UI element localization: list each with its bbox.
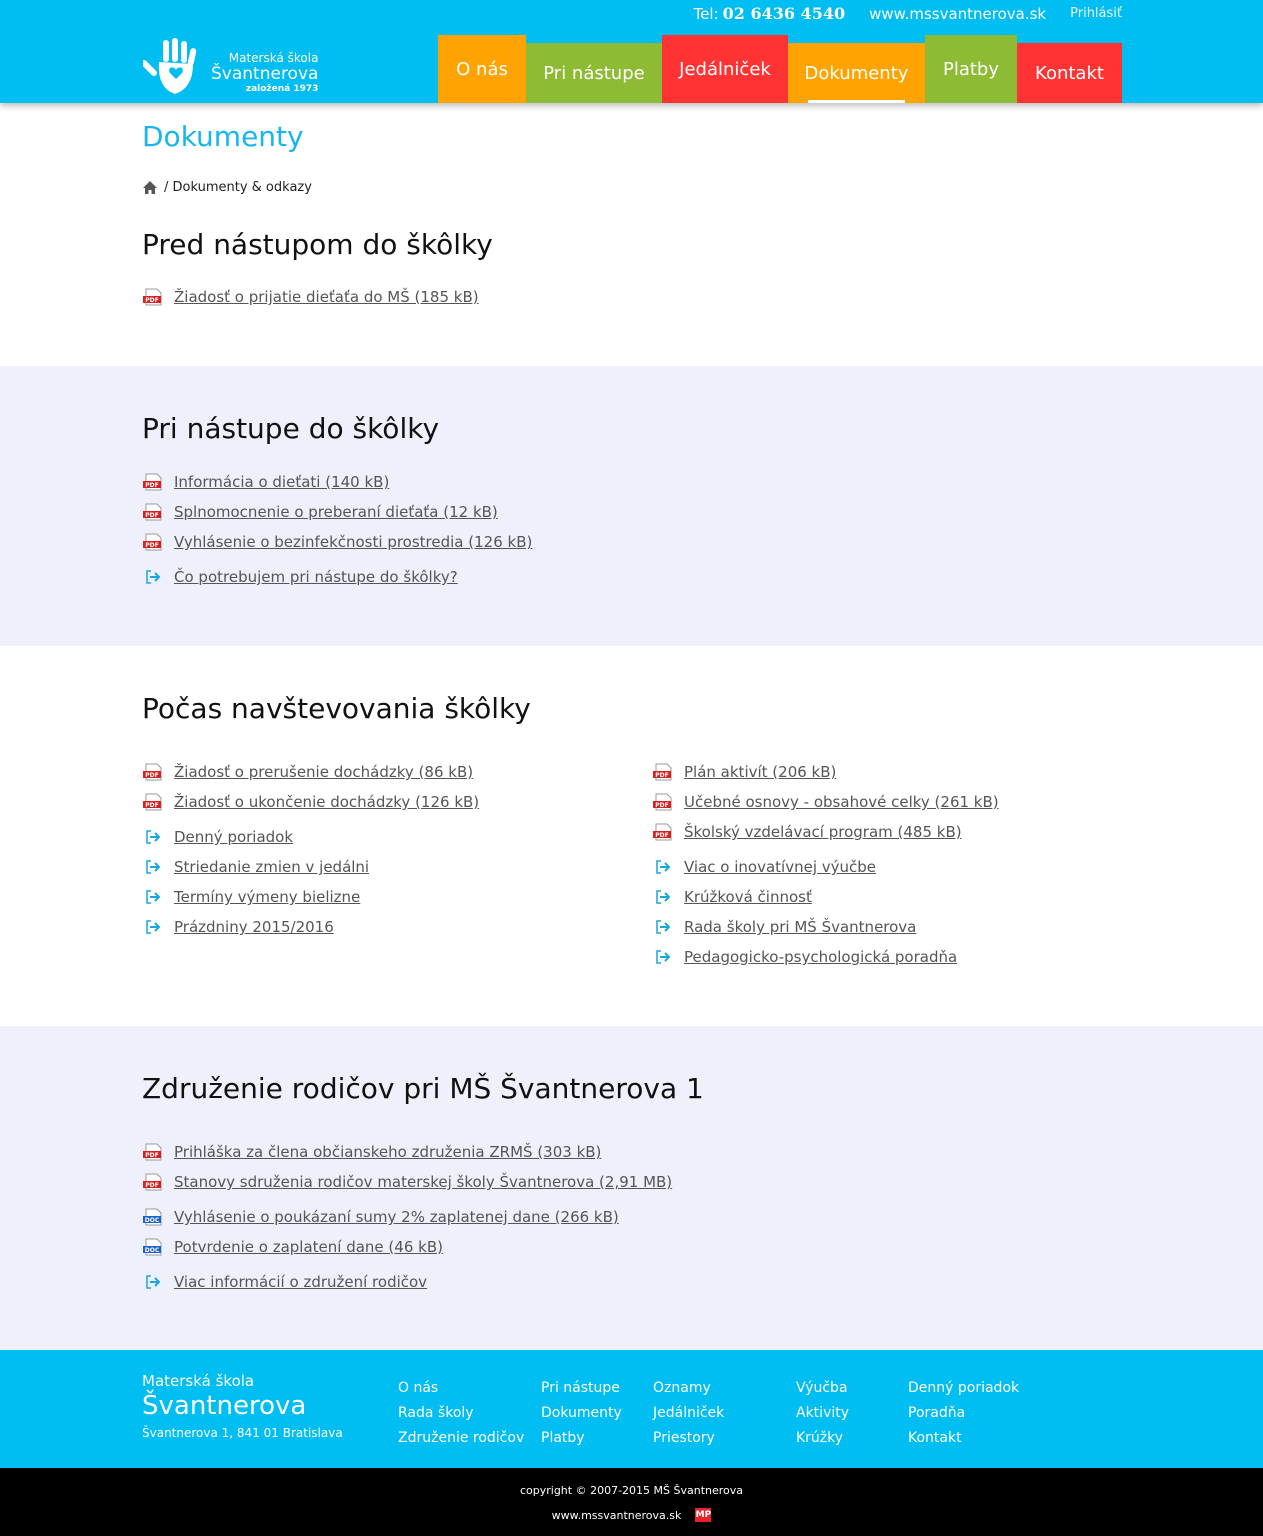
pdf-icon [652,823,674,841]
footer-address: Švantnerova 1, 841 01 Bratislava [142,1426,343,1440]
footer-column [398,1376,524,1451]
list-item [142,568,458,586]
list-item [142,828,293,846]
svg-text:PDF: PDF [655,772,669,779]
pdf-icon [652,763,674,781]
footer-link[interactable]: O nás [398,1380,439,1396]
nav-o-nas[interactable] [438,35,526,103]
footer-link[interactable]: Pri nástupe [541,1380,620,1396]
footer-link[interactable]: Poradňa [908,1405,966,1421]
page-link[interactable]: Denný poriadok [174,828,294,846]
arrow-link-icon [142,918,164,936]
document-link[interactable]: Prihláška za člena občianskeho združenia ZRMŠ (303 kB) [174,1143,602,1161]
footer-link[interactable]: Výučba [796,1380,848,1396]
logo-line-3: založená 1973 [245,84,319,94]
footer-brand [142,1374,343,1439]
list-item [142,533,532,551]
nav-label: Kontakt [1035,62,1104,84]
document-link[interactable]: Stanovy sdruženia rodičov materskej školy Švantnerova (2,91 MB) [174,1173,673,1191]
tel-label: Tel: [693,4,719,23]
home-icon[interactable] [142,180,158,195]
pdf-icon [142,473,164,491]
list-item [652,823,962,841]
nav-jedalnicek[interactable] [662,35,788,103]
section-during-attendance [0,646,1263,1026]
nav-label: Platby [942,58,1000,80]
page-link[interactable]: Viac informácií o združení rodičov [174,1273,428,1291]
doc-icon [142,1238,164,1256]
svg-text:PDF: PDF [145,512,159,519]
hand-logo-icon [143,38,205,96]
page-title: Dokumenty [142,120,304,153]
arrow-link-icon [142,828,164,846]
document-link[interactable]: Žiadosť o prerušenie dochádzky (86 kB) [174,763,474,781]
list-item [652,793,999,811]
list-item [142,288,479,306]
copyright-text: copyright © 2007-2015 MŠ Švantnerova [519,1484,744,1497]
document-link[interactable]: Vyhlásenie o poukázaní sumy 2% zaplatenej dane (266 kB) [174,1208,619,1226]
copyright-bar [0,1468,1263,1536]
page-link[interactable]: Viac o inovatívnej výučbe [684,858,877,876]
list-item [652,763,836,781]
breadcrumb-current: / Dokumenty & odkazy [164,180,312,195]
copyright-links [0,1508,1263,1522]
section-at-enrollment [0,366,1263,646]
list-item [142,888,360,906]
pdf-icon [142,1143,164,1161]
document-link[interactable]: Školský vzdelávací program (485 kB) [684,823,962,841]
page-link[interactable]: Čo potrebujem pri nástupe do škôlky? [174,568,458,586]
breadcrumb [142,180,312,195]
page-link[interactable]: Striedanie zmien v jedálni [174,858,370,876]
footer-column [796,1376,849,1451]
site-logo[interactable] [143,38,318,96]
document-link[interactable]: Učebné osnovy - obsahové celky (261 kB) [684,793,999,811]
active-nav-indicator [808,100,905,103]
list-item [142,858,369,876]
footer-link[interactable]: Aktivity [796,1405,850,1421]
document-link[interactable]: Potvrdenie o zaplatení dane (46 kB) [174,1238,443,1256]
list-item [142,1238,443,1256]
section-parents-association [0,1026,1263,1350]
nav-dokumenty[interactable] [788,43,925,103]
list-item [142,1143,601,1161]
svg-text:PDF: PDF [145,802,159,809]
nav-pri-nastupe[interactable] [526,43,662,103]
list-item [142,1173,672,1191]
svg-text:PDF: PDF [145,1182,159,1189]
main-nav [438,35,1122,103]
arrow-link-icon [142,1273,164,1291]
list-item [142,1208,619,1226]
document-link[interactable]: Plán aktivít (206 kB) [684,763,837,781]
list-item [652,918,916,936]
footer-link[interactable]: Oznamy [653,1380,711,1396]
list-item [142,473,389,491]
document-link[interactable]: Splnomocnenie o preberaní dieťaťa (12 kB) [174,503,498,521]
logo-line-2: Švantnerova [211,64,319,84]
footer-link[interactable]: Jedálniček [653,1405,725,1421]
footer-brand-line-1: Materská škola [142,1372,255,1390]
svg-text:PDF: PDF [145,297,159,304]
logo-line-1: Materská škola [228,51,319,65]
website-link[interactable]: www.mssvantnerova.sk [869,4,1047,23]
section-title: Pri nástupe do škôlky [142,412,440,445]
arrow-link-icon [142,568,164,586]
nav-platby[interactable] [925,35,1017,103]
footer-column [908,1376,1019,1451]
list-item [652,858,876,876]
svg-text:DOC: DOC [144,1247,160,1254]
arrow-link-icon [142,888,164,906]
section-before-enrollment [0,210,1263,366]
page-link[interactable]: Pedagogicko-psychologická poradňa [684,948,958,966]
list-item [142,793,479,811]
arrow-link-icon [652,948,674,966]
top-bar [694,4,1122,23]
pdf-icon [142,793,164,811]
svg-text:PDF: PDF [145,1152,159,1159]
footer-column [541,1376,622,1451]
page-link[interactable]: Termíny výmeny bielizne [174,888,361,906]
footer-link[interactable]: Dokumenty [541,1405,622,1421]
nav-label: Dokumenty [804,62,909,84]
list-item [142,503,498,521]
nav-kontakt[interactable] [1017,43,1122,103]
nav-label: Jedálniček [679,58,771,80]
nav-label: O nás [456,58,508,80]
footer-column [653,1376,724,1451]
list-item [142,763,473,781]
svg-text:PDF: PDF [145,482,159,489]
list-item [652,888,812,906]
footer-link[interactable]: Denný poriadok [908,1380,1020,1396]
pdf-icon [652,793,674,811]
svg-text:PDF: PDF [655,832,669,839]
svg-text:DOC: DOC [144,1217,160,1224]
pdf-icon [142,288,164,306]
footer-link[interactable]: Priestory [653,1430,715,1446]
pdf-icon [142,503,164,521]
list-item [142,1273,427,1291]
footer-link[interactable]: Združenie rodičov [398,1430,525,1446]
footer-link[interactable]: Platby [541,1430,585,1446]
document-link[interactable]: Žiadosť o prijatie dieťaťa do MŠ (185 kB) [174,288,479,306]
arrow-link-icon [142,858,164,876]
login-link[interactable]: Prihlásiť [1070,6,1122,21]
footer-link[interactable]: Krúžky [796,1430,844,1446]
footer-brand-line-2: Švantnerova [142,1391,307,1421]
footer-link[interactable]: Kontakt [908,1430,962,1446]
list-item [652,948,957,966]
page-link[interactable]: Krúžková činnosť [684,888,812,906]
pdf-icon [142,763,164,781]
pdf-icon [142,533,164,551]
arrow-link-icon [652,858,674,876]
section-title: Počas navštevovania škôlky [142,692,531,725]
phone-number[interactable]: 02 6436 4540 [722,4,846,23]
document-link[interactable]: Informácia o dieťati (140 kB) [174,473,390,491]
mp-badge-icon[interactable]: MP [695,1510,712,1520]
arrow-link-icon [652,918,674,936]
footer-link[interactable]: Rada školy [398,1405,474,1421]
svg-text:PDF: PDF [655,802,669,809]
site-header [0,0,1263,103]
list-item [142,918,334,936]
section-title: Pred nástupom do škôlky [142,228,493,261]
document-link[interactable]: Žiadosť o ukončenie dochádzky (126 kB) [174,793,480,811]
doc-icon [142,1208,164,1226]
section-title: Združenie rodičov pri MŠ Švantnerova 1 [142,1072,704,1105]
page-link[interactable]: Rada školy pri MŠ Švantnerova [684,918,917,936]
svg-text:PDF: PDF [145,772,159,779]
arrow-link-icon [652,888,674,906]
page-link[interactable]: Prázdniny 2015/2016 [174,918,334,936]
svg-text:PDF: PDF [145,542,159,549]
document-link[interactable]: Vyhlásenie o bezinfekčnosti prostredia (126 kB) [174,533,533,551]
nav-label: Pri nástupe [543,62,645,84]
footer-website-link[interactable]: www.mssvantnerova.sk [551,1508,682,1522]
pdf-icon [142,1173,164,1191]
site-footer [0,1350,1263,1468]
